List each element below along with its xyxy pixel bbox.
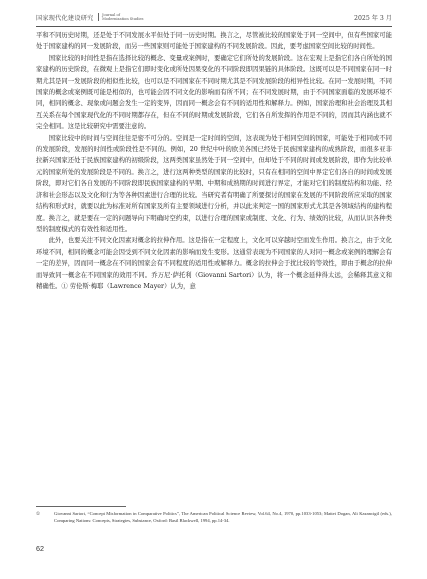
paragraph: 国家比较的时间性是指在选择比较的概念、变量或案例时，要确定它们所处的发展阶段。这在宏观上是指它们各自所处的国家建构的历史阶段，在微观上是指它们即时变化或所处因果变化的不同阶段即因果链的具体阶段。这既可以是不同国家在同一时期尤其是同一发展阶段的相似性比较，也可以是不同国家在不同时期尤其是不同发展阶段的相异性比较。在同一发展时期，不同国家的概念或案例既可能是相似的，也可能会因不同文化的影响而有所不同；在不同发展时期，由于不同国家面临的发展环境不同，相同的概念、现象或问题会发生一定的变异，因而同一概念会有不同的适用性和解释力。例如，国家治理和社会治理及其相互关系在每个国家现代化的不同时期都存在，但在不同的时期或发展阶段，它们各自所发挥的作用是不同的，因而其内涵也就不完全相同。这是比较研究中需要注意的。: [36, 54, 392, 131]
paragraph: 平和不同历史时期，还是处于不同发展水平但处于同一历史时期。换言之，尽管被比较的国家处于同一空间中，但有些国家可能处于国家建构的同一发展阶段，而另一些国家则可能处于国家建构的不同发展阶段。因此，要考虑国家空间比较的时间性。: [36, 32, 392, 51]
journal-english-title: Journal of Modernization Studies: [102, 13, 144, 21]
header-separator: [98, 13, 99, 21]
paragraph: 国家比较中的时间与空间往往是密不可分的。空间是一定时间的空间，这表现为处于相同空间的国家，可能处于相同或不同的发展阶段，发展的时间性或阶段性是不同的。例如，20 世纪中叶的欧美各国已经处于民族国家建构的成熟阶段，而很多亚非拉新兴国家还处于民族国家建构的初级阶段，这两类国家虽然处于同一空间中，但却处于不同的时间或发展阶段，即作为比较单元的国家所处的发展阶段是不同的。换言之，进行这两种类型的国家的比较时，只有在相同的空间中界定它们各自的时间或发展阶段，即对它们各自发展的不同阶段即民族国家建构的早期、中期和成熟期的时间进行界定，才能对它们的制度结构和功能、经济和社会形态以及文化和行为等各种因素进行合理的比较。当研究者有明确了所要探讨的国家在发展的不同阶段所应采取的国家结构和形式时，就要以此为标准对所有国家及所有主要领域进行分析，并以此来判定一国的国家形式尤其是各领域结构的建构程度。换言之，就是要在一定的问题导向下明确时空约束，以进行合理的国家或制度、文化、行为、绩效的比较，从而认识各种类型的制度模式的有效性和适用性。: [36, 134, 392, 233]
running-header: [36, 10, 392, 24]
issue-date: 2025 年 3 月: [354, 14, 392, 22]
footnote-marker: ①: [36, 511, 41, 516]
body-text: [36, 30, 392, 292]
page-number: 62: [36, 544, 44, 553]
paragraph: 此外，也要关注不同文化因素对概念的拉伸作用。这是指在一定程度上，文化可以穿越时空而发生作用。换言之，由于文化环境不同，相同的概念可能会因受到不同文化因素的影响而发生变形。这通常表现为不同国家的人对同一概念或案例的理解会有一定的差异，因而同一概念在不同的国家会有不同程度的适用性或解释力。概念的拉伸会于扰比较的等效性，即由于概念的拉伸而导致同一概念在不同国家的效用不同。乔万尼·萨托利（Giovanni Sartori）认为，将一个概念延伸得太远，会稀释其意义和精确性。① 劳伦斯·梅耶（Lawrence Mayer）认为，意: [36, 237, 392, 290]
footnote-text: Giovanni Sartori, “Concept Misformation in Comparative Politics”, The American Political Science Review, Vol.64, No.4, 1970, pp.1033-1053; Mattei Dogan, Ali Kazancigil (eds.), Comparing Nations: Concepts, Strategies, Substance, Oxford: Basil Blackwell, 1994, pp.14-34.: [54, 511, 392, 524]
journal-title: 国家现代化建设研究: [36, 14, 94, 22]
footnote: [36, 510, 392, 525]
header-rule: [36, 26, 392, 27]
footnote-rule: [36, 506, 126, 507]
